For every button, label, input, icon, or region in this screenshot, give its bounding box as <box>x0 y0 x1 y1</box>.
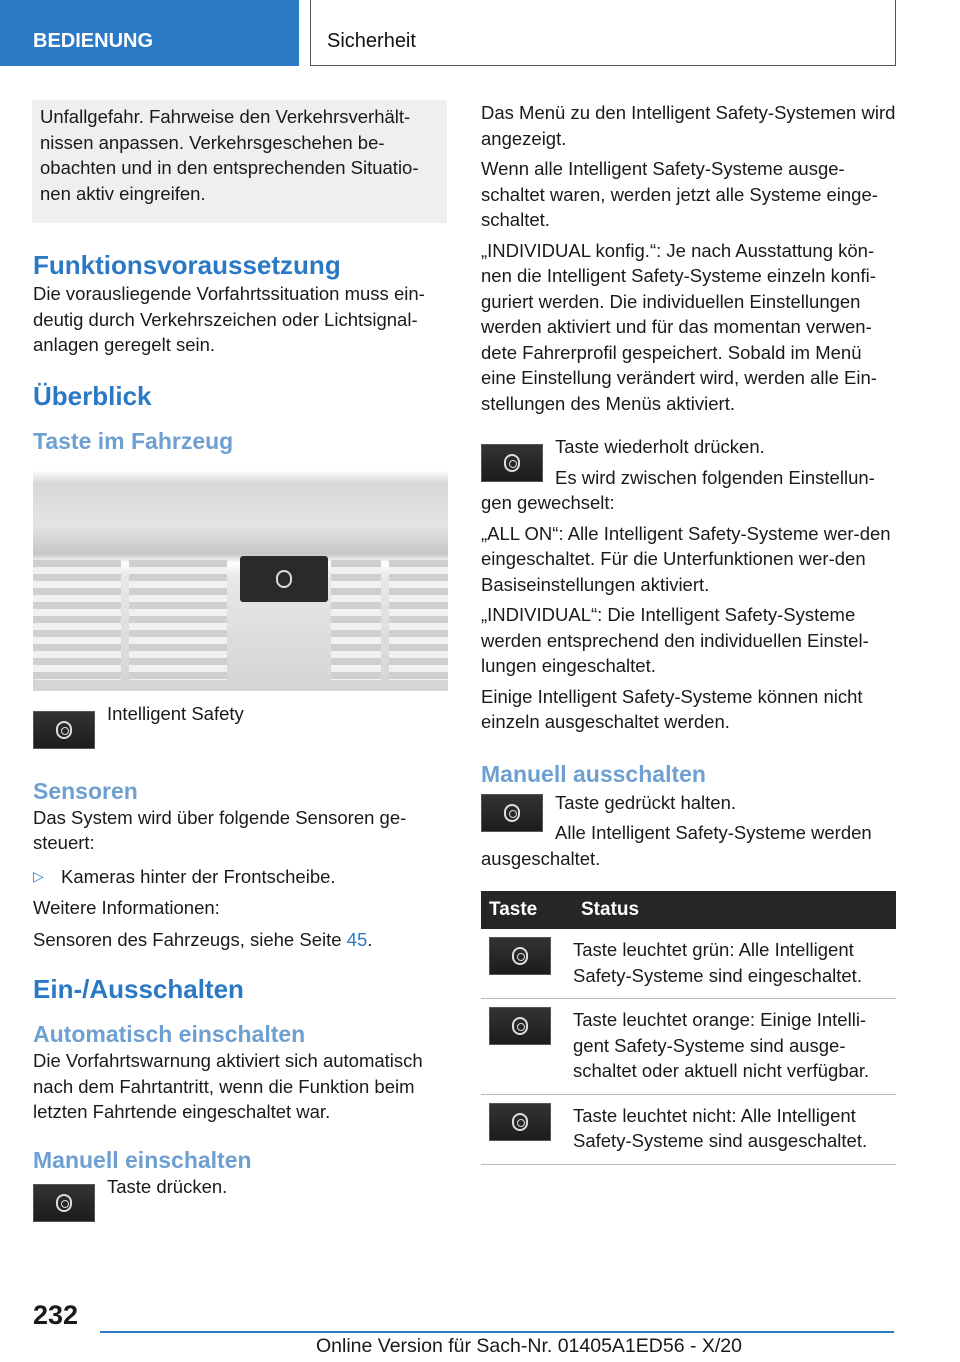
chapter-title: Sicherheit <box>310 0 896 66</box>
left-column <box>33 100 448 1222</box>
intelligent-safety-button-icon <box>33 1184 95 1222</box>
paragraph-all-on: „ALL ON“: Alle Intelligent Safety-Systeme wer-den eingeschaltet. Für die Unterfunktionen wer-den Basiseinstellungen aktiviert. <box>481 522 891 595</box>
taste-wiederholt-block: Taste wiederholt drücken. Es wird zwischen folgenden Einstellun- gen gewechselt: <box>481 434 896 516</box>
heading-ueberblick: Überblick <box>33 380 152 411</box>
paragraph-automatisch: Die Vorfahrtswarnung aktiviert sich automatisch nach dem Fahrtantritt, wenn die Funktion beim letzten Fahrtende eingeschaltet war. <box>33 1050 423 1122</box>
paragraph-individual: „INDIVIDUAL“: Die Intelligent Safety-Systeme werden entsprechend den individuellen Einstel-lungen eingeschaltet. <box>481 604 869 676</box>
warning-box <box>32 100 447 223</box>
button-green-icon <box>489 937 551 975</box>
button-off-icon <box>489 1103 551 1141</box>
table-row <box>481 1094 896 1164</box>
status-cell: Taste leuchtet grün: Alle Intelligent Safety-Systeme sind eingeschaltet. <box>573 929 896 999</box>
button-caption: Intelligent Safety <box>107 702 244 724</box>
intelligent-safety-button-icon <box>481 444 543 482</box>
paragraph-sensoren-ref: Sensoren des Fahrzeugs, siehe Seite 45. <box>33 928 373 950</box>
footer-divider <box>100 1331 894 1333</box>
page-number: 232 <box>33 1300 79 1330</box>
paragraph-individual-konfig: „INDIVIDUAL konfig.“: Je nach Ausstattung kön-nen die Intelligent Safety-Systeme einzeln konfi-guriert werden. Die individuellen Einstellungen werden aktiviert und für das momentan verwen-dete Fahrerprofil gespeichert. Sobald im Menü eine Einstellung verändert wird, werden alle Ein-stellungen des Menüs aktiviert. <box>481 239 877 414</box>
heading-funktionsvoraussetzung: Funktionsvoraussetzung <box>33 250 341 280</box>
paragraph-weitere: Weitere Informationen: <box>33 897 220 918</box>
table-row <box>481 999 896 1095</box>
paragraph-wechsel: gen gewechselt: <box>481 492 615 513</box>
right-column <box>481 100 896 1165</box>
paragraph-sensoren: Das System wird über folgende Sensoren ge-steuert: <box>33 806 407 853</box>
table-row <box>481 929 896 999</box>
footer-text: Online Version für Sach-Nr. 01405A1ED56 - X/20 <box>316 1335 742 1357</box>
intelligent-safety-button-icon <box>481 794 543 832</box>
status-cell: Taste leuchtet orange: Einige Intelli-gent Safety-Systeme sind ausge-schaltet oder aktuell nicht verfügbar. <box>573 999 896 1095</box>
taste-gedrueckt-block: Taste gedrückt halten. Alle Intelligent Safety-Systeme werden ausgeschaltet. <box>481 790 896 872</box>
vehicle-button-photo <box>33 470 448 691</box>
status-cell: Taste leuchtet nicht: Alle Intelligent Safety-Systeme sind ausgeschaltet. <box>573 1094 896 1164</box>
list-item <box>33 864 448 890</box>
intelligent-safety-button-icon <box>33 711 95 749</box>
paragraph-menu: Das Menü zu den Intelligent Safety-Systemen wird angezeigt. <box>481 102 896 149</box>
heading-taste-im-fahrzeug: Taste im Fahrzeug <box>33 427 234 454</box>
button-orange-icon <box>489 1007 551 1045</box>
paragraph-alle-aus: ausgeschaltet. <box>481 847 601 869</box>
heading-automatisch-einschalten: Automatisch einschalten <box>33 1021 306 1047</box>
heading-manuell-ausschalten: Manuell ausschalten <box>481 760 706 787</box>
heading-sensoren: Sensoren <box>33 777 138 804</box>
status-table <box>481 891 896 1165</box>
page-link[interactable]: 45 <box>346 928 368 950</box>
paragraph-gedrueckt: Taste gedrückt halten. <box>555 791 736 813</box>
paragraph-einige: Einige Intelligent Safety-Systeme können nicht einzeln ausgeschaltet werden. <box>481 685 863 732</box>
section-tab: BEDIENUNG <box>0 0 299 66</box>
paragraph-wiederholt: Taste wiederholt drücken. <box>555 436 765 457</box>
paragraph-wenn: Wenn alle Intelligent Safety-Systeme ausge-schaltet waren, werden jetzt alle Systeme einge-schaltet. <box>481 158 878 230</box>
intelligent-safety-button-photo <box>240 556 328 602</box>
warning-text: Unfallgefahr. Fahrweise den Verkehrsverhält-nissen anpassen. Verkehrsgeschehen be-obachten und in den entsprechenden Situatio-nen aktiv eingreifen. <box>40 106 419 204</box>
heading-manuell-einschalten: Manuell einschalten <box>33 1146 252 1173</box>
paragraph-funktionsvoraussetzung: Die vorausliegende Vorfahrtssituation muss ein-deutig durch Verkehrszeichen oder Lichtsignal-anlagen geregelt sein. <box>33 283 425 355</box>
bullet-text: Kameras hinter der Frontscheibe. <box>61 865 336 887</box>
heading-ein-ausschalten: Ein-/Ausschalten <box>33 974 244 1004</box>
column-header-status: Status <box>573 891 896 929</box>
column-header-taste: Taste <box>481 891 573 929</box>
bullet-triangle-icon: ▷ <box>33 867 44 884</box>
paragraph-taste-druecken: Taste drücken. <box>107 1175 228 1197</box>
